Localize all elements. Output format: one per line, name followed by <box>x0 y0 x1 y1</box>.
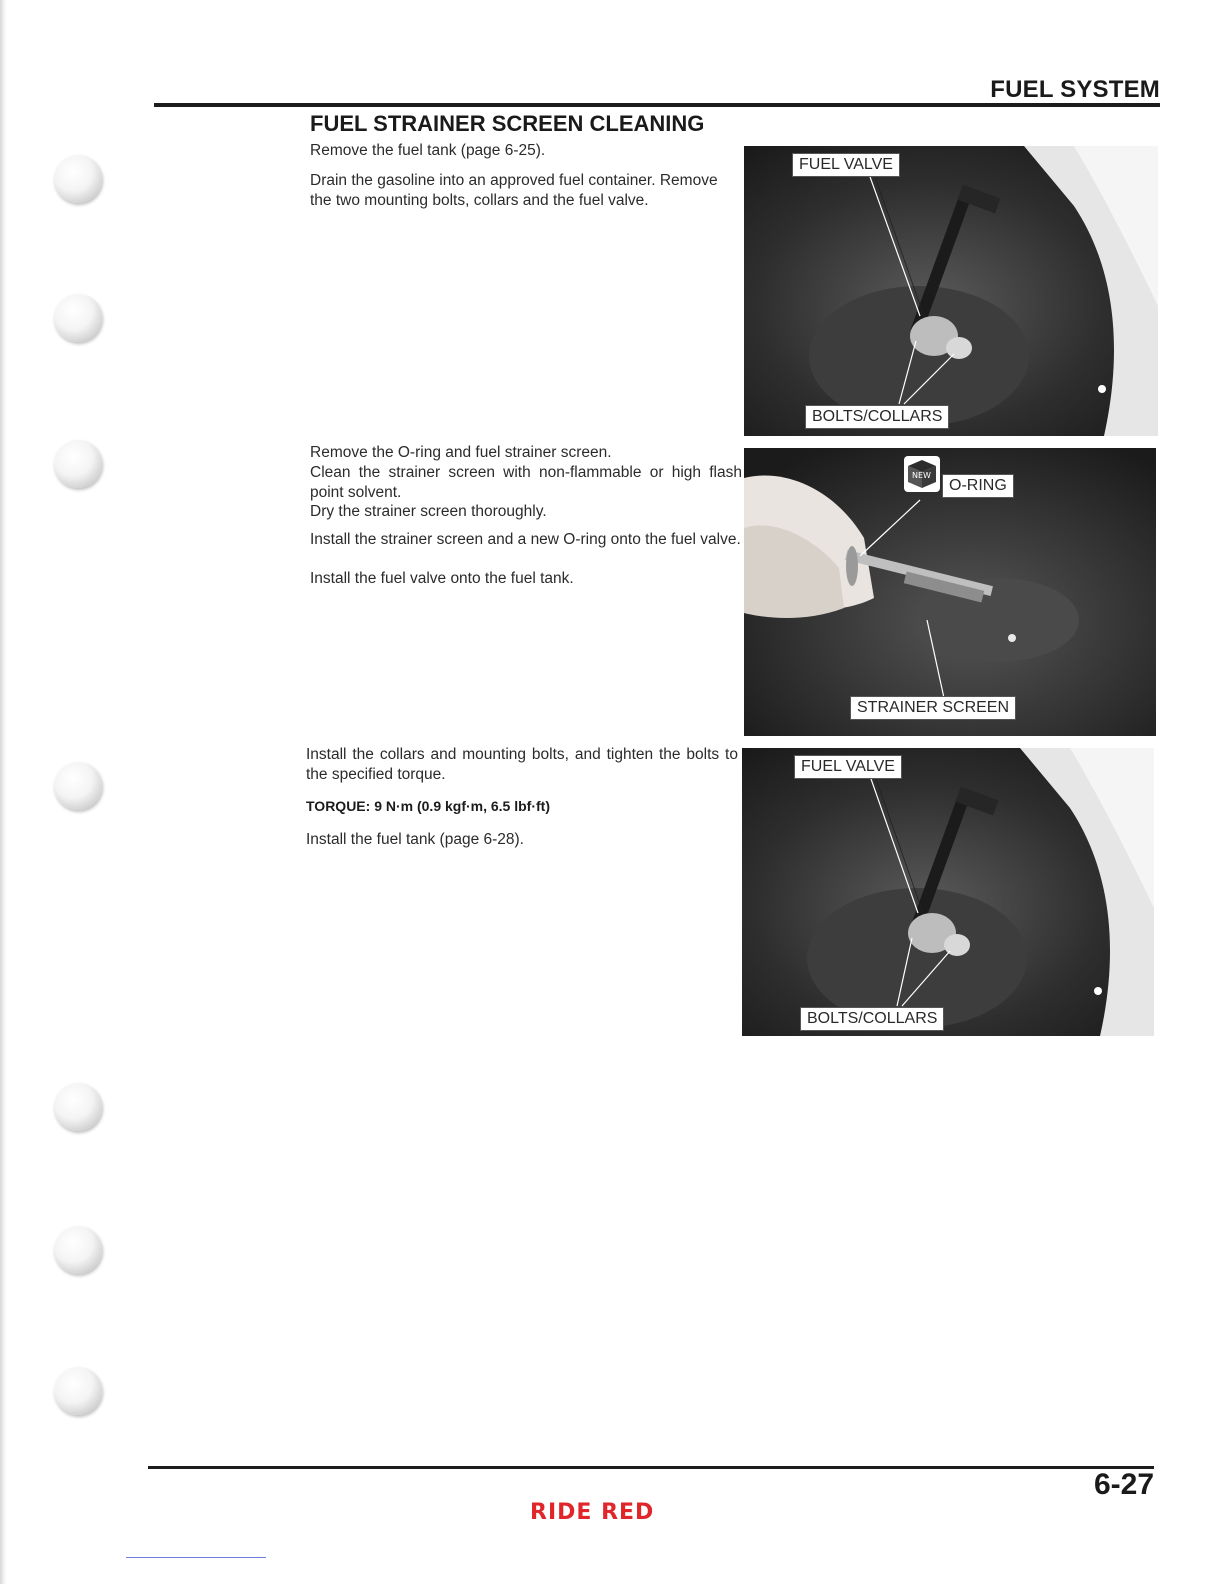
figure-strainer-screen <box>744 448 1156 736</box>
callout-label: STRAINER SCREEN <box>850 696 1016 720</box>
figure-fuel-valve-install <box>742 748 1154 1036</box>
new-part-icon <box>904 456 940 492</box>
binder-hole <box>54 1367 102 1415</box>
step-text: Dry the strainer screen thoroughly. <box>310 503 547 520</box>
step-text: Drain the gasoline into an approved fuel container. Remove the two mounting bolts, collars and the fuel valve. <box>310 172 718 209</box>
brand-logo-text: RIDE RED <box>530 1500 655 1525</box>
binder-hole <box>54 1226 102 1274</box>
header-rule <box>154 103 1160 107</box>
binder-hole <box>54 440 102 488</box>
binder-hole <box>54 294 102 342</box>
page-number: 6-27 <box>1093 1468 1154 1501</box>
step-text: Clean the strainer screen with non-flammable or high flash point solvent. <box>310 464 742 501</box>
callout-label: BOLTS/COLLARS <box>805 405 949 429</box>
footer-rule <box>148 1466 1154 1469</box>
bottom-link-underline <box>126 1557 266 1558</box>
figure-fuel-valve-removal <box>744 146 1158 436</box>
step-text: Remove the fuel tank (page 6-25). <box>310 142 546 159</box>
binder-hole <box>54 1083 102 1131</box>
step-text: Install the fuel valve onto the fuel tank. <box>310 570 574 587</box>
section-title: FUEL SYSTEM <box>990 76 1160 103</box>
page-edge-shadow <box>0 0 7 1584</box>
photo-illustration <box>742 748 1154 1036</box>
step-text: Install the collars and mounting bolts, and tighten the bolts to the specified torque. <box>306 746 738 783</box>
page-title: FUEL STRAINER SCREEN CLEANING <box>310 111 705 136</box>
callout-label: FUEL VALVE <box>792 153 900 177</box>
photo-illustration <box>744 146 1158 436</box>
binder-hole <box>54 155 102 203</box>
step-text: Remove the O-ring and fuel strainer screen. <box>310 444 612 461</box>
binder-hole <box>54 762 102 810</box>
callout-label: BOLTS/COLLARS <box>800 1007 944 1031</box>
step-text: Install the fuel tank (page 6-28). <box>306 831 524 848</box>
callout-label: O-RING <box>942 474 1014 498</box>
callout-label: FUEL VALVE <box>794 755 902 779</box>
step-text: Install the strainer screen and a new O-ring onto the fuel valve. <box>310 531 741 548</box>
new-icon-text: NEW <box>912 471 931 480</box>
torque-spec: TORQUE: 9 N·m (0.9 kgf·m, 6.5 lbf·ft) <box>306 798 550 814</box>
